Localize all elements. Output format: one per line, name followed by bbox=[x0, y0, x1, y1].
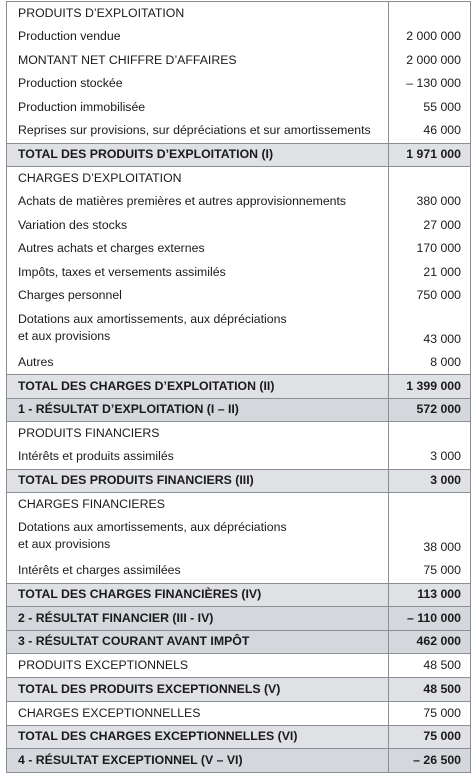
total-row-total-des-produits-exceptionnels-v bbox=[7, 678, 471, 702]
section-header-charges-exceptionnelles-label bbox=[7, 701, 389, 725]
result-row-2-resultat-financier-iii-iv-label-text: 2 - RÉSULTAT FINANCIER (III - IV) bbox=[18, 610, 214, 625]
result-row-4-resultat-exceptionnel-v-vi-label-text: 4 - RÉSULTAT EXCEPTIONNEL (V – VI) bbox=[18, 752, 243, 767]
line-item-reprises-sur-provisions-sur-depreciation-label bbox=[7, 119, 389, 143]
total-row-total-des-produits-financiers-iii-label-text: TOTAL DES PRODUITS FINANCIERS (III) bbox=[18, 473, 254, 488]
line-item-production-immobilisee-value: 55 000 bbox=[389, 96, 471, 120]
result-row-1-resultat-d-exploitation-i-ii bbox=[7, 398, 471, 422]
total-row-total-des-produits-exceptionnels-v-label-text: TOTAL DES PRODUITS EXCEPTIONNELS (V) bbox=[18, 681, 281, 696]
total-row-total-des-charges-financieres-iv bbox=[7, 583, 471, 607]
section-header-produits-financiers-value bbox=[389, 422, 471, 446]
total-row-total-des-produits-d-exploitation-i-label bbox=[7, 143, 389, 167]
line-item-charges-personnel-label-text: Charges personnel bbox=[18, 288, 122, 303]
line-item-autres-value: 8 000 bbox=[389, 351, 471, 375]
line-item-charges-personnel bbox=[7, 284, 471, 308]
line-item-impots-taxes-et-versements-assimiles-label bbox=[7, 261, 389, 285]
line-item-montant-net-chiffre-d-affaires-value: 2 000 000 bbox=[389, 49, 471, 73]
line-item-interets-et-produits-assimiles-label bbox=[7, 445, 389, 469]
line-item-achats-de-matieres-premieres-et-autres-a bbox=[7, 190, 471, 214]
total-row-total-des-produits-d-exploitation-i-value: 1 971 000 bbox=[389, 143, 471, 167]
total-row-total-des-charges-d-exploitation-ii-label-text: TOTAL DES CHARGES D’EXPLOITATION (II) bbox=[18, 378, 275, 393]
section-header-produits-financiers-label-text: PRODUITS FINANCIERS bbox=[18, 426, 160, 440]
line-item-autres-achats-et-charges-externes-label bbox=[7, 237, 389, 261]
line-item-production-vendue bbox=[7, 25, 471, 49]
line-item-montant-net-chiffre-d-affaires-label bbox=[7, 49, 389, 73]
line-item-production-vendue-value: 2 000 000 bbox=[389, 25, 471, 49]
line-item-reprises-sur-provisions-sur-depreciation bbox=[7, 119, 471, 143]
line-item-dotations-aux-amortissements-aux-depreci bbox=[7, 308, 471, 351]
line-item-variation-des-stocks-value: 27 000 bbox=[389, 214, 471, 238]
section-header-charges-financieres-label bbox=[7, 493, 389, 517]
line-item-production-stockee bbox=[7, 72, 471, 96]
line-item-production-immobilisee-label bbox=[7, 96, 389, 120]
line-item-autres-achats-et-charges-externes-label-text: Autres achats et charges externes bbox=[18, 241, 205, 256]
total-row-total-des-produits-financiers-iii bbox=[7, 469, 471, 493]
result-row-4-resultat-exceptionnel-v-vi-value: – 26 500 bbox=[389, 749, 471, 773]
total-row-total-des-produits-exceptionnels-v-value: 48 500 bbox=[389, 678, 471, 702]
line-item-dotations-aux-amortissements-aux-depreci-label bbox=[7, 308, 389, 351]
result-row-1-resultat-d-exploitation-i-ii-label-text: 1 - RÉSULTAT D’EXPLOITATION (I – II) bbox=[18, 402, 239, 417]
line-item-dotations-aux-amortissements-aux-depreci-label-text: Dotations aux amortissements, aux dépréciations et aux provisions bbox=[18, 520, 287, 551]
income-statement-table bbox=[6, 1, 471, 773]
section-header-charges-d-exploitation-value bbox=[389, 167, 471, 191]
section-header-charges-exceptionnelles-value: 75 000 bbox=[389, 701, 471, 725]
line-item-interets-et-charges-assimilees-value: 75 000 bbox=[389, 559, 471, 583]
section-header-charges-exceptionnelles bbox=[7, 701, 471, 725]
total-row-total-des-charges-financieres-iv-value: 113 000 bbox=[389, 583, 471, 607]
result-row-3-resultat-courant-avant-impot-value: 462 000 bbox=[389, 630, 471, 654]
line-item-variation-des-stocks-label-text: Variation des stocks bbox=[18, 217, 128, 232]
section-header-produits-d-exploitation bbox=[7, 2, 471, 26]
total-row-total-des-produits-financiers-iii-label bbox=[7, 469, 389, 493]
result-row-4-resultat-exceptionnel-v-vi bbox=[7, 749, 471, 773]
line-item-variation-des-stocks-label bbox=[7, 214, 389, 238]
section-header-produits-financiers bbox=[7, 422, 471, 446]
total-row-total-des-charges-exceptionnelles-vi bbox=[7, 725, 471, 749]
total-row-total-des-charges-exceptionnelles-vi-label-text: TOTAL DES CHARGES EXCEPTIONNELLES (VI) bbox=[18, 729, 298, 744]
total-row-total-des-produits-d-exploitation-i-label-text: TOTAL DES PRODUITS D’EXPLOITATION (I) bbox=[18, 147, 274, 162]
total-row-total-des-charges-d-exploitation-ii-label bbox=[7, 375, 389, 399]
total-row-total-des-produits-exceptionnels-v-label bbox=[7, 678, 389, 702]
line-item-dotations-aux-amortissements-aux-depreci bbox=[7, 516, 471, 559]
total-row-total-des-charges-d-exploitation-ii bbox=[7, 375, 471, 399]
section-header-charges-d-exploitation bbox=[7, 167, 471, 191]
line-item-interets-et-produits-assimiles-value: 3 000 bbox=[389, 445, 471, 469]
total-row-total-des-charges-d-exploitation-ii-value: 1 399 000 bbox=[389, 375, 471, 399]
line-item-interets-et-charges-assimilees-label bbox=[7, 559, 389, 583]
result-row-4-resultat-exceptionnel-v-vi-label bbox=[7, 749, 389, 773]
line-item-autres-label bbox=[7, 351, 389, 375]
line-item-autres-label-text: Autres bbox=[18, 354, 54, 369]
section-header-charges-d-exploitation-label-text: CHARGES D’EXPLOITATION bbox=[18, 171, 182, 185]
section-header-charges-exceptionnelles-label-text: CHARGES EXCEPTIONNELLES bbox=[18, 705, 201, 720]
line-item-dotations-aux-amortissements-aux-depreci-label-text: Dotations aux amortissements, aux dépréciations et aux provisions bbox=[18, 311, 287, 343]
section-header-produits-exceptionnels-label-text: PRODUITS EXCEPTIONNELS bbox=[18, 658, 189, 672]
line-item-achats-de-matieres-premieres-et-autres-a-label bbox=[7, 190, 389, 214]
line-item-impots-taxes-et-versements-assimiles bbox=[7, 261, 471, 285]
section-header-produits-financiers-label bbox=[7, 422, 389, 446]
line-item-dotations-aux-amortissements-aux-depreci-value: 38 000 bbox=[389, 516, 471, 559]
result-row-3-resultat-courant-avant-impot bbox=[7, 630, 471, 654]
line-item-dotations-aux-amortissements-aux-depreci-value: 43 000 bbox=[389, 308, 471, 351]
line-item-reprises-sur-provisions-sur-depreciation-value: 46 000 bbox=[389, 119, 471, 143]
result-row-1-resultat-d-exploitation-i-ii-value: 572 000 bbox=[389, 398, 471, 422]
section-header-produits-exceptionnels bbox=[7, 654, 471, 678]
line-item-production-immobilisee-label-text: Production immobilisée bbox=[18, 99, 146, 114]
line-item-reprises-sur-provisions-sur-depreciation-label-text: Reprises sur provisions, sur dépréciations et sur amortissements bbox=[18, 123, 371, 138]
line-item-production-vendue-label-text: Production vendue bbox=[18, 29, 121, 44]
total-row-total-des-produits-d-exploitation-i bbox=[7, 143, 471, 167]
total-row-total-des-charges-exceptionnelles-vi-label bbox=[7, 725, 389, 749]
section-header-charges-financieres-label-text: CHARGES FINANCIERES bbox=[18, 497, 165, 511]
result-row-1-resultat-d-exploitation-i-ii-label bbox=[7, 398, 389, 422]
line-item-achats-de-matieres-premieres-et-autres-a-label-text: Achats de matières premières et autres approvisionnements bbox=[18, 194, 347, 209]
section-header-charges-d-exploitation-label bbox=[7, 167, 389, 191]
result-row-3-resultat-courant-avant-impot-label-text: 3 - RÉSULTAT COURANT AVANT IMPÔT bbox=[18, 634, 250, 649]
total-row-total-des-charges-exceptionnelles-vi-value: 75 000 bbox=[389, 725, 471, 749]
line-item-interets-et-produits-assimiles bbox=[7, 445, 471, 469]
line-item-production-stockee-label bbox=[7, 72, 389, 96]
section-header-produits-d-exploitation-label bbox=[7, 2, 389, 26]
line-item-montant-net-chiffre-d-affaires-label-text: MONTANT NET CHIFFRE D’AFFAIRES bbox=[18, 52, 237, 67]
total-row-total-des-charges-financieres-iv-label bbox=[7, 583, 389, 607]
line-item-montant-net-chiffre-d-affaires bbox=[7, 49, 471, 73]
result-row-3-resultat-courant-avant-impot-label bbox=[7, 630, 389, 654]
line-item-variation-des-stocks bbox=[7, 214, 471, 238]
line-item-production-immobilisee bbox=[7, 96, 471, 120]
section-header-produits-d-exploitation-value bbox=[389, 2, 471, 26]
line-item-interets-et-charges-assimilees bbox=[7, 559, 471, 583]
line-item-impots-taxes-et-versements-assimiles-value: 21 000 bbox=[389, 261, 471, 285]
result-row-2-resultat-financier-iii-iv-label bbox=[7, 607, 389, 631]
section-header-charges-financieres bbox=[7, 493, 471, 517]
result-row-2-resultat-financier-iii-iv bbox=[7, 607, 471, 631]
section-header-produits-exceptionnels-label bbox=[7, 654, 389, 678]
result-row-2-resultat-financier-iii-iv-value: – 110 000 bbox=[389, 607, 471, 631]
line-item-interets-et-produits-assimiles-label-text: Intérêts et produits assimilés bbox=[18, 449, 174, 464]
line-item-impots-taxes-et-versements-assimiles-label-text: Impôts, taxes et versements assimilés bbox=[18, 264, 226, 279]
line-item-autres bbox=[7, 351, 471, 375]
line-item-autres-achats-et-charges-externes bbox=[7, 237, 471, 261]
section-header-produits-d-exploitation-label-text: PRODUITS D’EXPLOITATION bbox=[18, 6, 185, 20]
section-header-produits-exceptionnels-value: 48 500 bbox=[389, 654, 471, 678]
income-statement bbox=[6, 1, 470, 773]
line-item-production-stockee-label-text: Production stockée bbox=[18, 76, 123, 91]
section-header-charges-financieres-value bbox=[389, 493, 471, 517]
total-row-total-des-produits-financiers-iii-value: 3 000 bbox=[389, 469, 471, 493]
line-item-production-vendue-label bbox=[7, 25, 389, 49]
line-item-charges-personnel-value: 750 000 bbox=[389, 284, 471, 308]
line-item-charges-personnel-label bbox=[7, 284, 389, 308]
line-item-interets-et-charges-assimilees-label-text: Intérêts et charges assimilées bbox=[18, 563, 181, 578]
line-item-achats-de-matieres-premieres-et-autres-a-value: 380 000 bbox=[389, 190, 471, 214]
line-item-autres-achats-et-charges-externes-value: 170 000 bbox=[389, 237, 471, 261]
total-row-total-des-charges-financieres-iv-label-text: TOTAL DES CHARGES FINANCIÈRES (IV) bbox=[18, 587, 262, 602]
line-item-dotations-aux-amortissements-aux-depreci-label bbox=[7, 516, 389, 559]
line-item-production-stockee-value: – 130 000 bbox=[389, 72, 471, 96]
income-statement-body bbox=[7, 2, 471, 773]
